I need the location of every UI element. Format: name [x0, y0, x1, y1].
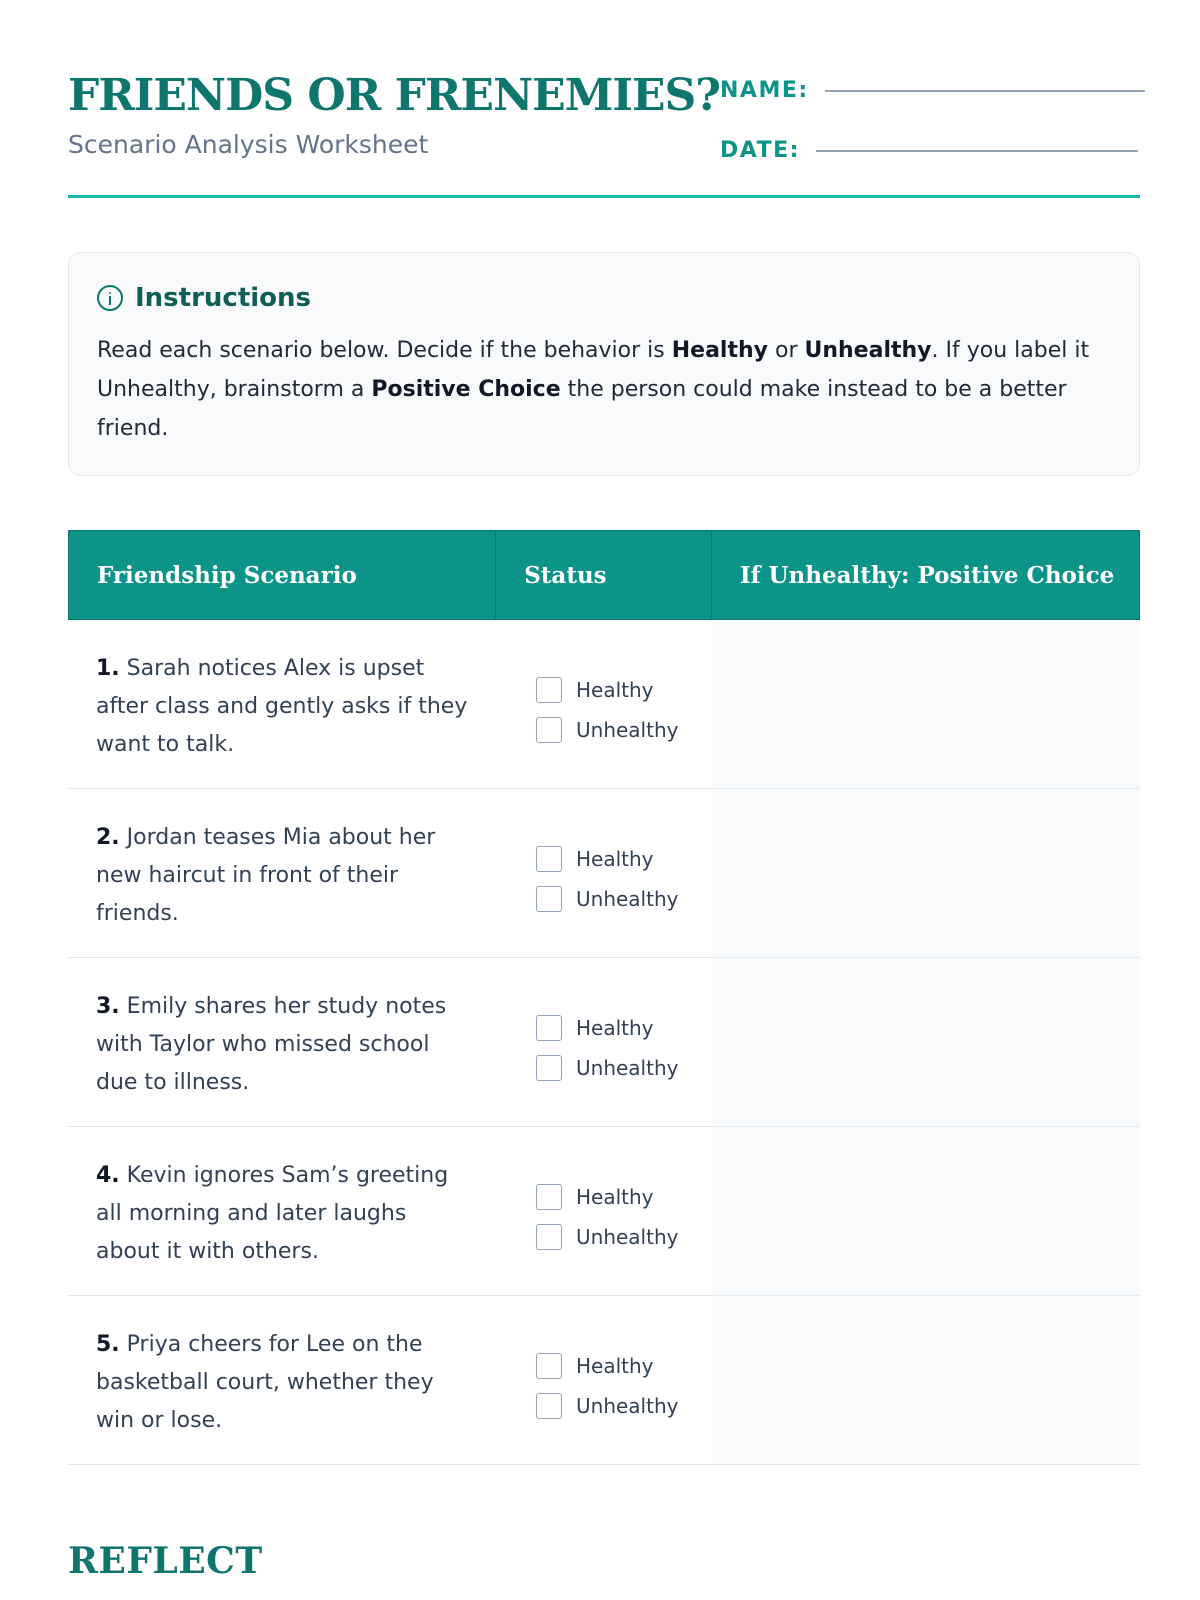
scenario-cell [68, 1296, 496, 1464]
table-row [68, 958, 1140, 1127]
unhealthy-label: Unhealthy [576, 887, 679, 911]
scenario-cell [68, 1127, 496, 1295]
positive-choice-cell[interactable] [712, 789, 1140, 957]
scenario-text: Priya cheers for Lee on the basketball court, whether they win or lose. [96, 1332, 434, 1433]
table-row [68, 1296, 1140, 1465]
unhealthy-option[interactable] [536, 1048, 712, 1088]
scenario-number: 3. [96, 994, 120, 1019]
scenario-text: Jordan teases Mia about her new haircut in front of their friends. [96, 825, 436, 926]
table-row [68, 789, 1140, 958]
date-field[interactable] [720, 138, 1138, 163]
scenario-number: 2. [96, 825, 120, 850]
positive-choice-cell[interactable] [712, 620, 1140, 788]
status-cell [496, 958, 712, 1126]
table-row [68, 620, 1140, 789]
table-header [68, 530, 1140, 620]
scenario-cell [68, 789, 496, 957]
date-label: DATE: [720, 138, 800, 163]
healthy-label: Healthy [576, 1354, 654, 1378]
header-status: Status [496, 531, 712, 619]
worksheet-page [68, 0, 1140, 1600]
healthy-checkbox[interactable] [536, 1353, 562, 1379]
unhealthy-checkbox[interactable] [536, 886, 562, 912]
unhealthy-option[interactable] [536, 1386, 712, 1426]
instructions-box [68, 252, 1140, 476]
healthy-option[interactable] [536, 839, 712, 879]
unhealthy-label: Unhealthy [576, 1394, 679, 1418]
scenario-cell [68, 958, 496, 1126]
unhealthy-checkbox[interactable] [536, 717, 562, 743]
name-label: NAME: [720, 78, 809, 103]
status-cell [496, 1127, 712, 1295]
name-line[interactable] [825, 90, 1145, 92]
positive-choice-cell[interactable] [712, 958, 1140, 1126]
positive-choice-cell[interactable] [712, 1127, 1140, 1295]
unhealthy-option[interactable] [536, 879, 712, 919]
healthy-label: Healthy [576, 678, 654, 702]
status-cell [496, 1296, 712, 1464]
reflect-heading: REFLECT [68, 1540, 263, 1582]
date-line[interactable] [816, 150, 1138, 152]
status-cell [496, 620, 712, 788]
instructions-text-part: or [767, 338, 805, 363]
positive-choice-cell[interactable] [712, 1296, 1140, 1464]
healthy-option[interactable] [536, 1008, 712, 1048]
healthy-option[interactable] [536, 670, 712, 710]
instructions-text-part: the person could make instead to be a better friend. [97, 377, 1067, 441]
positive-choice-term: Positive Choice [371, 377, 561, 402]
unhealthy-label: Unhealthy [576, 1056, 679, 1080]
unhealthy-term: Unhealthy [804, 338, 932, 363]
healthy-label: Healthy [576, 1185, 654, 1209]
name-field[interactable] [720, 78, 1145, 103]
status-cell [496, 789, 712, 957]
unhealthy-checkbox[interactable] [536, 1224, 562, 1250]
instructions-text-part: Read each scenario below. Decide if the behavior is [97, 338, 672, 363]
instructions-title: Instructions [135, 283, 312, 313]
healthy-term: Healthy [671, 338, 768, 363]
page-subtitle: Scenario Analysis Worksheet [68, 130, 429, 159]
healthy-option[interactable] [536, 1177, 712, 1217]
healthy-checkbox[interactable] [536, 1184, 562, 1210]
unhealthy-label: Unhealthy [576, 718, 679, 742]
healthy-checkbox[interactable] [536, 1015, 562, 1041]
worksheet-header [68, 68, 1140, 198]
scenario-number: 4. [96, 1163, 120, 1188]
scenario-text: Kevin ignores Sam’s greeting all morning and later laughs about it with others. [96, 1163, 449, 1264]
scenario-number: 5. [96, 1332, 120, 1357]
healthy-label: Healthy [576, 847, 654, 871]
healthy-checkbox[interactable] [536, 846, 562, 872]
healthy-checkbox[interactable] [536, 677, 562, 703]
scenario-text: Sarah notices Alex is upset after class and gently asks if they want to talk. [96, 656, 468, 757]
unhealthy-label: Unhealthy [576, 1225, 679, 1249]
healthy-label: Healthy [576, 1016, 654, 1040]
table-row [68, 1127, 1140, 1296]
instructions-text-part: . If you label it Unhealthy, brainstorm a [97, 338, 1090, 402]
scenario-number: 1. [96, 656, 120, 681]
header-scenario: Friendship Scenario [69, 531, 496, 619]
info-icon [97, 285, 123, 311]
header-positive-choice: If Unhealthy: Positive Choice [739, 561, 1115, 589]
instructions-text [97, 331, 1111, 448]
unhealthy-checkbox[interactable] [536, 1055, 562, 1081]
unhealthy-checkbox[interactable] [536, 1393, 562, 1419]
page-title: FRIENDS OR FRENEMIES? [68, 70, 721, 121]
unhealthy-option[interactable] [536, 1217, 712, 1257]
scenario-cell [68, 620, 496, 788]
scenario-table [68, 530, 1140, 1465]
scenario-text: Emily shares her study notes with Taylor who missed school due to illness. [96, 994, 447, 1095]
healthy-option[interactable] [536, 1346, 712, 1386]
unhealthy-option[interactable] [536, 710, 712, 750]
instructions-heading [97, 283, 1111, 313]
